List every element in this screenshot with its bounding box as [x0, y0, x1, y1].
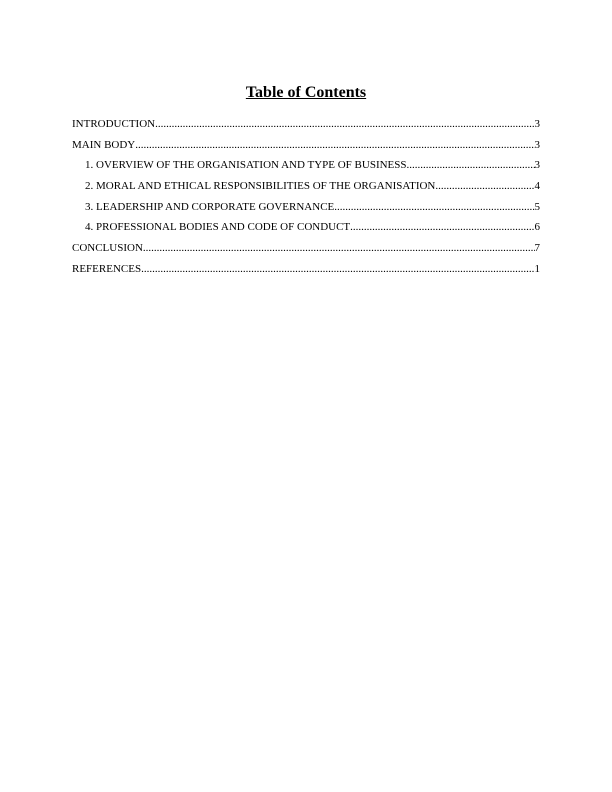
toc-entry-label[interactable]: 3. LEADERSHIP AND CORPORATE GOVERNANCE — [85, 200, 335, 213]
toc-entry-conclusion[interactable] — [72, 240, 540, 261]
toc-entry-page: 6 — [534, 221, 540, 234]
toc-entry-introduction[interactable] — [72, 116, 540, 137]
toc-entry-page: 1 — [534, 262, 540, 275]
toc-leader-dots — [141, 261, 534, 277]
toc-entry-professional-bodies[interactable] — [72, 219, 540, 240]
toc-entry-page: 7 — [534, 242, 540, 255]
toc-leader-dots — [435, 178, 534, 194]
toc-entry-label[interactable]: 1. OVERVIEW OF THE ORGANISATION AND TYPE OF BUSINESS — [85, 159, 407, 172]
toc-entry-label[interactable]: INTRODUCTION — [72, 118, 156, 130]
toc-entry-page: 5 — [534, 200, 540, 213]
toc-leader-dots — [407, 157, 535, 173]
toc-entry-label[interactable]: CONCLUSION — [72, 242, 143, 255]
toc-entry-label[interactable]: 2. MORAL AND ETHICAL RESPONSIBILITIES OF THE ORGANISATION — [85, 180, 436, 193]
toc-leader-dots — [350, 219, 534, 235]
toc-entry-label[interactable]: REFERENCES — [72, 262, 142, 275]
toc-entry-references[interactable] — [72, 261, 540, 282]
toc-entry-label[interactable]: MAIN BODY — [72, 138, 136, 151]
toc-title: Table of Contents — [245, 84, 367, 101]
toc-entry-page: 3 — [534, 118, 540, 130]
toc-entry-label[interactable]: 4. PROFESSIONAL BODIES AND CODE OF CONDUCT — [85, 221, 351, 234]
toc-entry-page: 3 — [534, 159, 540, 172]
toc-leader-dots — [334, 199, 534, 215]
toc-leader-dots — [155, 116, 534, 132]
toc-list — [72, 116, 540, 282]
toc-entry-page: 4 — [534, 180, 540, 193]
toc-entry-main-body[interactable] — [72, 137, 540, 158]
toc-entry-leadership[interactable] — [72, 199, 540, 220]
toc-entry-moral-ethical[interactable] — [72, 178, 540, 199]
toc-entry-page: 3 — [534, 138, 540, 151]
toc-leader-dots — [143, 240, 535, 256]
toc-leader-dots — [135, 137, 534, 153]
toc-entry-overview[interactable] — [72, 157, 540, 178]
